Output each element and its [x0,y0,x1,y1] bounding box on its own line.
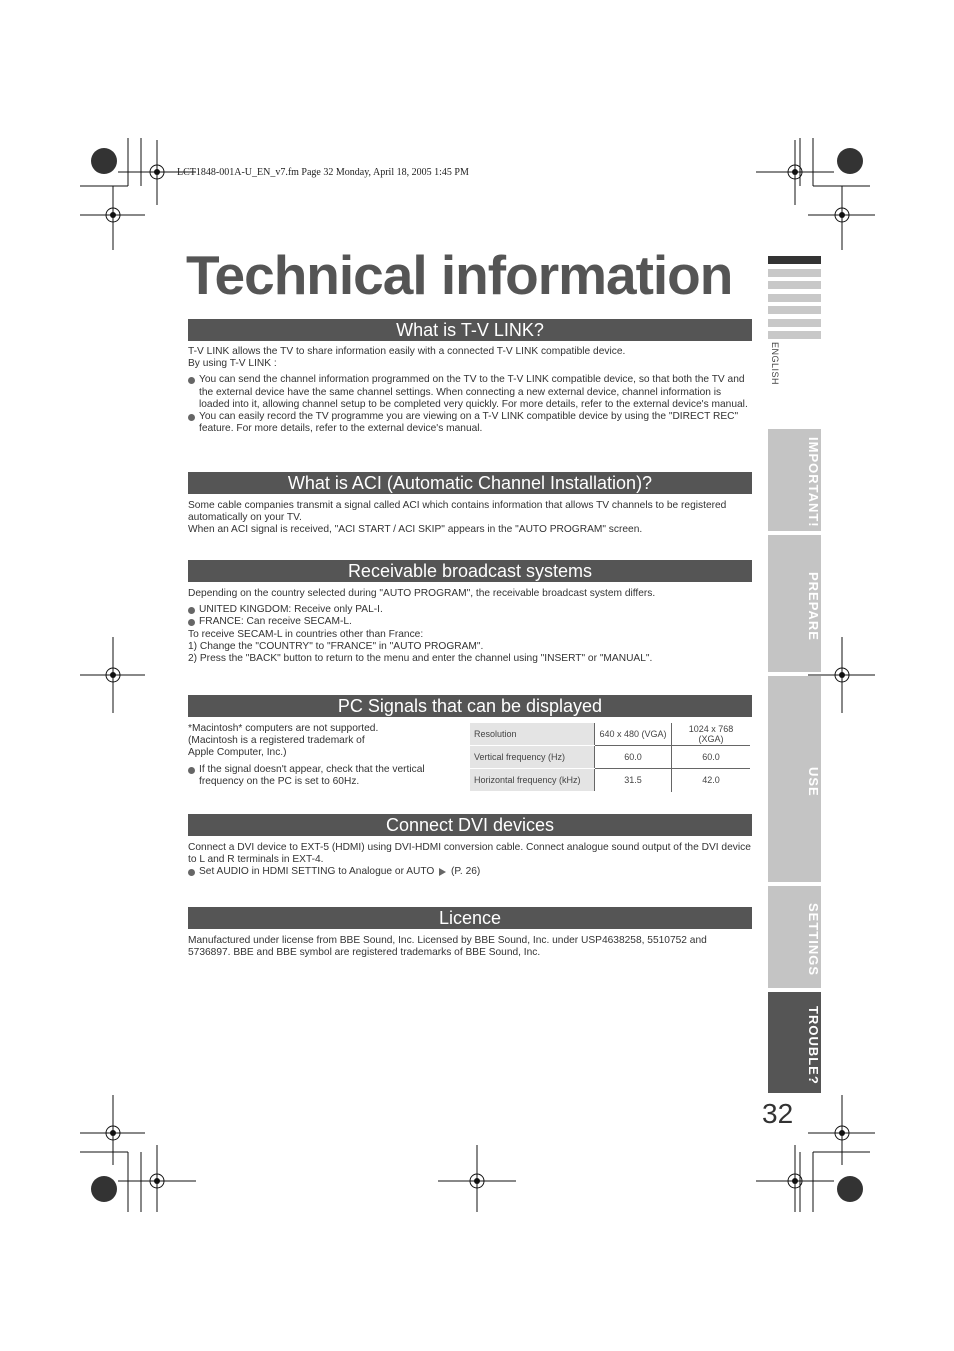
bullet-item: If the signal doesn't appear, check that the vertical frequency on the PC is set to 60Hz. [188,764,458,788]
paragraph: To receive SECAM-L in countries other than France: [188,628,424,640]
page-reference: (P. 26) [451,866,481,878]
paragraph: *Macintosh* computers are not supported. [188,723,379,734]
indicator-bar [768,319,821,327]
tab-important[interactable]: IMPORTANT! [768,429,821,531]
table-cell: 31.5 [595,769,672,792]
paragraph: Some cable companies transmit a signal called ACI which contains information that allows TV channels to be registered automatically on your TV. [188,500,727,524]
page-title: Technical information [186,244,733,306]
table-cell: 42.0 [702,775,720,786]
section-dvi [188,814,752,879]
indicator-bar [768,294,821,302]
tab-settings[interactable]: SETTINGS [768,886,821,988]
section-licence [188,907,752,959]
paragraph: T-V LINK allows the TV to share information easily with a connected T-V LINK compatible device. [188,346,626,357]
page-number: 32 [762,1098,794,1129]
section-pc-signals [188,695,752,793]
section-broadcast [188,560,752,665]
section-heading: Receivable broadcast systems [188,560,752,582]
language-label: ENGLISH [770,342,780,386]
section-tvlink [188,319,752,435]
bullet-item [188,866,752,878]
tab-use[interactable]: USE [768,676,821,882]
indicator-bar [768,269,821,277]
table-row-label: Vertical frequency (Hz) [470,746,595,769]
table-header: 1024 x 768 (XGA) [672,723,751,746]
indicator-bar [768,331,821,339]
step-item: 2) Press the "BACK" button to return to the menu and enter the channel using "INSERT" or "MANUAL". [188,653,653,665]
bullet-item: UNITED KINGDOM: Receive only PAL-I. [188,604,752,616]
table-cell: 60.0 [595,746,672,769]
sidebar-indicator-bars [768,256,821,344]
print-header: LCT1848-001A-U_EN_v7.fm Page 32 Monday, April 18, 2005 1:45 PM [177,167,469,178]
table-cell: 60.0 [672,746,751,769]
section-heading: What is ACI (Automatic Channel Installation)? [188,472,752,494]
pc-signal-table [470,723,750,792]
table-header: 640 x 480 (VGA) [595,723,672,746]
section-heading: Connect DVI devices [188,814,752,836]
arrow-right-icon [439,868,446,876]
table-header: Resolution [470,723,595,746]
indicator-bar [768,256,821,264]
tab-trouble[interactable]: TROUBLE? [768,992,821,1093]
bullet-item: FRANCE: Can receive SECAM-L. [188,616,752,628]
paragraph: By using T-V LINK : [188,358,277,370]
section-heading: What is T-V LINK? [188,319,752,341]
section-heading: PC Signals that can be displayed [188,695,752,717]
paragraph: Connect a DVI device to EXT-5 (HDMI) using DVI-HDMI conversion cable. Connect analogue sound output of the DVI device to L and R terminals in EXT-4. [188,842,751,866]
paragraph: (Macintosh is a registered trademark of [188,735,365,747]
indicator-bar [768,306,821,314]
table-row-label: Horizontal frequency (kHz) [470,769,595,792]
section-aci [188,472,752,537]
paragraph: Apple Computer, Inc.) [188,747,287,759]
paragraph: Depending on the country selected during "AUTO PROGRAM", the receivable broadcast system differs. [188,588,656,599]
indicator-bar [768,281,821,289]
bullet-item: You can send the channel information programmed on the TV to the T-V LINK compatible device, so that both the TV and the external device have the same channel settings. When connecting a new external device, channel information is loaded into it, allowing channel setup to be completed very quickly. For more details, refer to the external device's manual. [188,374,752,411]
paragraph: Manufactured under license from BBE Sound, Inc. Licensed by BBE Sound, Inc. under USP4638258, 5510752 and 5736897. BBE and BBE symbol are registered trademarks of BBE Sound, Inc. [188,935,707,959]
bullet-text: Set AUDIO in HDMI SETTING to Analogue or AUTO [199,866,435,878]
bullet-item: You can easily record the TV programme you are viewing on a T-V LINK compatible device by using the "DIRECT REC" feature. For more details, refer to the external device's manual. [188,411,752,435]
paragraph: When an ACI signal is received, "ACI START / ACI SKIP" appears in the "AUTO PROGRAM" screen. [188,524,643,536]
section-heading: Licence [188,907,752,929]
step-item: 1) Change the "COUNTRY" to "FRANCE" in "AUTO PROGRAM". [188,640,484,652]
tab-prepare[interactable]: PREPARE [768,535,821,672]
